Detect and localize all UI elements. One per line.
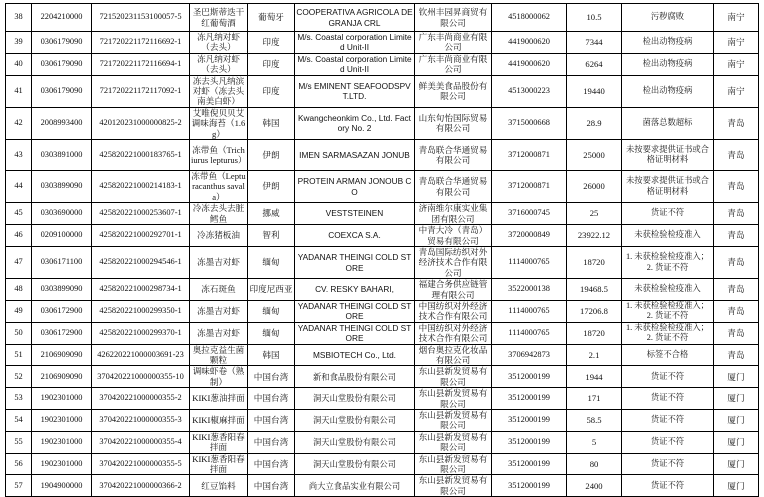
exporter-name: CV. RESKY BAHARI, — [295, 279, 415, 301]
declaration-number: 370420221000000355-3 — [92, 410, 190, 432]
origin-country: 中国台湾 — [248, 410, 295, 432]
table-row — [6, 431, 759, 453]
importer-name: 青岛联合华通贸易有限公司 — [415, 171, 492, 203]
hs-code: 0306172900 — [32, 322, 92, 344]
hs-code: 0303690000 — [32, 203, 92, 225]
weight-kg: 26000 — [567, 171, 622, 203]
rejection-reason: 菌落总数超标 — [622, 107, 714, 139]
table-row — [6, 246, 759, 278]
document-page — [5, 3, 759, 497]
importer-name: 中国纺织对外经济技术合作有限公司 — [415, 322, 492, 344]
product-name: 冻墨吉对虾 — [190, 322, 248, 344]
rejection-reason: 货证不符 — [622, 388, 714, 410]
exporter-name: M/s. Coastal corporation Limited Unit-II — [295, 53, 415, 75]
declaration-number: 425820221000214183-1 — [92, 171, 190, 203]
hs-code: 1902301000 — [32, 388, 92, 410]
declaration-number: 370420221000000355-4 — [92, 431, 190, 453]
rejection-reason: 未按要求提供证书或合格证明材料 — [622, 140, 714, 171]
product-name: 冻带鱼（Lepturacanthus savala） — [191, 171, 246, 202]
exporter-name: 新和食品股份有限公司 — [295, 366, 415, 388]
importer-name: 东山县新发贸易有限公司 — [415, 475, 492, 497]
table-row — [6, 279, 759, 301]
origin-country: 印度 — [248, 53, 295, 75]
declaration-number: 370420221000000355-10 — [92, 366, 190, 388]
importer-name: 青岛国际纺织对外经济技术合作有限公司 — [415, 246, 492, 278]
declaration-number: 370420221000000355-2 — [92, 388, 190, 410]
importer-registration: 1114000765 — [492, 322, 567, 344]
origin-country: 中国台湾 — [248, 366, 295, 388]
origin-country: 韩国 — [248, 344, 295, 366]
table-row — [6, 225, 759, 247]
declaration-number: 425820221000183765-1 — [92, 140, 190, 171]
weight-kg: 7344 — [567, 32, 622, 54]
rejection-reason: 未获检验检疫准入 — [622, 225, 714, 247]
table-row — [6, 366, 759, 388]
declaration-number: 425820221000298734-1 — [92, 279, 190, 301]
table-row — [6, 4, 759, 32]
table-row — [6, 75, 759, 107]
table-row — [6, 53, 759, 75]
port-name: 南宁 — [714, 32, 759, 54]
declaration-number: 425820221000292701-1 — [92, 225, 190, 247]
port-name: 青岛 — [714, 203, 759, 225]
exporter-name: MSBIOTECH Co., Ltd. — [295, 344, 415, 366]
port-name: 青岛 — [714, 322, 759, 344]
product-name: 冷冻去头去脏鳕鱼 — [190, 203, 248, 225]
product-name: 冻凡纳对虾（去头） — [190, 32, 248, 54]
row-number: 44 — [6, 171, 32, 203]
row-number: 43 — [6, 140, 32, 171]
importer-name: 鲜美美食品股份有限公司 — [415, 75, 492, 107]
origin-country: 中国台湾 — [248, 431, 295, 453]
declaration-number: 425820221000294546-1 — [92, 246, 190, 278]
hs-code: 1902301000 — [32, 453, 92, 475]
exporter-name: 洞天山堂股份有限公司 — [295, 453, 415, 475]
weight-kg: 58.5 — [567, 410, 622, 432]
exporter-name: YADANAR THEINGI COLD STORE — [295, 300, 415, 322]
weight-kg: 25 — [567, 203, 622, 225]
port-name: 南宁 — [714, 53, 759, 75]
origin-country: 智利 — [248, 225, 295, 247]
hs-code: 0306172900 — [32, 300, 92, 322]
hs-code: 2106909090 — [32, 344, 92, 366]
weight-kg: 6264 — [567, 53, 622, 75]
origin-country: 缅甸 — [248, 300, 295, 322]
exporter-name: M/s. Coastal corporation Limited Unit-II — [295, 32, 415, 54]
importer-registration: 3720000849 — [492, 225, 567, 247]
importer-registration: 3512000199 — [492, 475, 567, 497]
declaration-number: 425820221000299370-1 — [92, 322, 190, 344]
rejection-reason: 检出动物疫病 — [622, 75, 714, 107]
port-name: 厦门 — [714, 410, 759, 432]
product-name: 冻墨吉对虾 — [190, 246, 248, 278]
origin-country: 印度 — [248, 75, 295, 107]
importer-registration: 3512000199 — [492, 366, 567, 388]
importer-name: 东山县新发贸易有限公司 — [415, 453, 492, 475]
exporter-name: PROTEIN ARMAN JONOUB CO — [295, 171, 415, 203]
importer-name: 福建合务供应链管理有限公司 — [415, 279, 492, 301]
table-row — [6, 344, 759, 366]
row-number: 41 — [6, 75, 32, 107]
weight-kg: 1944 — [567, 366, 622, 388]
row-number: 38 — [6, 4, 32, 32]
hs-code: 0306179090 — [32, 75, 92, 107]
port-name: 青岛 — [714, 279, 759, 301]
importer-registration: 4513000223 — [492, 75, 567, 107]
port-name: 厦门 — [714, 388, 759, 410]
origin-country: 伊朗 — [248, 171, 295, 203]
hs-code: 0303899090 — [32, 171, 92, 203]
row-number: 46 — [6, 225, 32, 247]
row-number: 49 — [6, 300, 32, 322]
exporter-name: 洞天山堂股份有限公司 — [295, 431, 415, 453]
importer-name: 山东旬怡国际贸易有限公司 — [415, 107, 492, 139]
importer-name: 烟台奥拉克化妆品有限公司 — [415, 344, 492, 366]
origin-country: 中国台湾 — [248, 388, 295, 410]
declaration-number: 370420221000000355-5 — [92, 453, 190, 475]
rejection-reason: 货证不符 — [622, 366, 714, 388]
table-row — [6, 322, 759, 344]
importer-registration: 4419000620 — [492, 32, 567, 54]
row-number: 55 — [6, 431, 32, 453]
declaration-number: 721520231153100057-5 — [92, 4, 190, 32]
origin-country: 挪威 — [248, 203, 295, 225]
weight-kg: 18720 — [567, 322, 622, 344]
importer-name: 钦州丰园昇商贸有限公司 — [415, 4, 492, 32]
product-name: KIKI葱香阳春拌面 — [190, 453, 248, 475]
origin-country: 印度尼西亚 — [248, 279, 295, 301]
exporter-name: 尚大立食品实业有限公司 — [295, 475, 415, 497]
rejection-reason: 检出动物疫病 — [622, 53, 714, 75]
importer-registration: 1114000765 — [492, 300, 567, 322]
origin-country: 缅甸 — [248, 322, 295, 344]
port-name: 厦门 — [714, 453, 759, 475]
exporter-name: 洞天山堂股份有限公司 — [295, 410, 415, 432]
weight-kg: 25000 — [567, 140, 622, 171]
port-name: 南宁 — [714, 75, 759, 107]
exporter-name: VESTSTEINEN — [295, 203, 415, 225]
hs-code: 1904900000 — [32, 475, 92, 497]
hs-code: 0303891000 — [32, 140, 92, 171]
product-name: 冻带鱼（Trichiurus lepturus） — [190, 140, 248, 171]
rejection-reason: 污秽腐败 — [622, 4, 714, 32]
importer-registration: 3706942873 — [492, 344, 567, 366]
table-row — [6, 32, 759, 54]
product-name: 调味虾卷（熟制） — [190, 366, 248, 388]
importer-name: 广东丰尚商业有限公司 — [415, 32, 492, 54]
weight-kg: 19440 — [567, 75, 622, 107]
hs-code: 2008993400 — [32, 107, 92, 139]
table-row — [6, 140, 759, 171]
rejection-reason: 未按要求提供证书或合格证明材料 — [622, 171, 714, 203]
importer-registration: 1114000765 — [492, 246, 567, 278]
declaration-number: 721720221172116694-1 — [92, 53, 190, 75]
hs-code: 0306179090 — [32, 53, 92, 75]
port-name: 厦门 — [714, 431, 759, 453]
port-name: 青岛 — [714, 246, 759, 278]
origin-country: 缅甸 — [248, 246, 295, 278]
product-name: KIKI葱香阳春拌面 — [190, 431, 248, 453]
row-number: 52 — [6, 366, 32, 388]
origin-country: 韩国 — [248, 107, 295, 139]
rejected-imports-table — [5, 3, 759, 497]
exporter-name: YADANAR THEINGI COLD STORE — [295, 246, 415, 278]
weight-kg: 2.1 — [567, 344, 622, 366]
row-number: 54 — [6, 410, 32, 432]
rejection-reason: 1. 未获检验检疫准入；2. 货证不符 — [622, 322, 714, 344]
table-row — [6, 388, 759, 410]
rejection-reason: 货证不符 — [622, 453, 714, 475]
origin-country: 中国台湾 — [248, 475, 295, 497]
product-name: KIKI椒麻拌面 — [190, 410, 248, 432]
rejection-reason: 1. 未获检验检疫准入；2. 货证不符 — [622, 300, 714, 322]
row-number: 57 — [6, 475, 32, 497]
importer-registration: 3512000199 — [492, 431, 567, 453]
exporter-name: YADANAR THEINGI COLD STORE — [295, 322, 415, 344]
importer-registration: 4518000062 — [492, 4, 567, 32]
row-number: 56 — [6, 453, 32, 475]
hs-code: 0209100000 — [32, 225, 92, 247]
row-number: 45 — [6, 203, 32, 225]
importer-name: 东山县新发贸易有限公司 — [415, 366, 492, 388]
table-row — [6, 203, 759, 225]
product-name: 冻凡纳对虾（去头） — [190, 53, 248, 75]
hs-code: 1902301000 — [32, 410, 92, 432]
importer-registration: 3712000871 — [492, 171, 567, 203]
hs-code: 0306171100 — [32, 246, 92, 278]
weight-kg: 10.5 — [567, 4, 622, 32]
importer-name: 东山县新发贸易有限公司 — [415, 410, 492, 432]
product-name: 红豆馅料 — [190, 475, 248, 497]
product-name: KIKI葱油拌面 — [190, 388, 248, 410]
exporter-name: IMEN SARMASAZAN JONUB — [295, 140, 415, 171]
hs-code: 0306179090 — [32, 32, 92, 54]
hs-code: 1902301000 — [32, 431, 92, 453]
importer-name: 中青大冷（青岛）贸易有限公司 — [415, 225, 492, 247]
rejection-reason: 货证不符 — [622, 203, 714, 225]
port-name: 青岛 — [714, 225, 759, 247]
weight-kg: 23922.12 — [567, 225, 622, 247]
port-name: 厦门 — [714, 475, 759, 497]
importer-registration: 3512000199 — [492, 410, 567, 432]
importer-registration: 3522000138 — [492, 279, 567, 301]
port-name: 青岛 — [714, 300, 759, 322]
rejection-reason: 货证不符 — [622, 475, 714, 497]
row-number: 39 — [6, 32, 32, 54]
table-row — [6, 171, 759, 203]
origin-country: 中国台湾 — [248, 453, 295, 475]
rejection-reason: 1. 未获检验检疫准入；2. 货证不符 — [622, 246, 714, 278]
declaration-number: 426220221000003691-23 — [92, 344, 190, 366]
weight-kg: 5 — [567, 431, 622, 453]
importer-registration: 3712000871 — [492, 140, 567, 171]
weight-kg: 171 — [567, 388, 622, 410]
row-number: 40 — [6, 53, 32, 75]
importer-registration: 3716000745 — [492, 203, 567, 225]
weight-kg: 28.9 — [567, 107, 622, 139]
declaration-number: 721720221172117092-1 — [92, 75, 190, 107]
weight-kg: 2400 — [567, 475, 622, 497]
rejection-reason: 货证不符 — [622, 431, 714, 453]
product-name: 艾唯倪贝贝艾调味海苔（1.6g） — [190, 107, 248, 139]
declaration-number: 721720221172116692-1 — [92, 32, 190, 54]
importer-name: 中国纺织对外经济技术合作有限公司 — [415, 300, 492, 322]
row-number: 48 — [6, 279, 32, 301]
importer-name: 东山县新发贸易有限公司 — [415, 431, 492, 453]
origin-country: 葡萄牙 — [248, 4, 295, 32]
rejection-reason: 未获检验检疫准入 — [622, 279, 714, 301]
port-name: 南宁 — [714, 4, 759, 32]
weight-kg: 17206.8 — [567, 300, 622, 322]
declaration-number: 425820221000253607-1 — [92, 203, 190, 225]
port-name: 厦门 — [714, 366, 759, 388]
port-name: 青岛 — [714, 344, 759, 366]
declaration-number: 425820221000299350-1 — [92, 300, 190, 322]
importer-registration: 4419000620 — [492, 53, 567, 75]
hs-code: 2106909090 — [32, 366, 92, 388]
hs-code: 2204210000 — [32, 4, 92, 32]
importer-registration: 3512000199 — [492, 388, 567, 410]
importer-name: 东山县新发贸易有限公司 — [415, 388, 492, 410]
port-name: 青岛 — [714, 171, 759, 203]
rejection-reason: 检出动物疫病 — [622, 32, 714, 54]
table-row — [6, 410, 759, 432]
rejection-reason: 标签不合格 — [622, 344, 714, 366]
exporter-name: COOPERATIVA AGRICOLA DE GRANJA CRL — [295, 4, 415, 32]
weight-kg: 80 — [567, 453, 622, 475]
origin-country: 印度 — [248, 32, 295, 54]
importer-registration: 3715000668 — [492, 107, 567, 139]
port-name: 青岛 — [714, 107, 759, 139]
importer-name: 青岛联合华通贸易有限公司 — [415, 140, 492, 171]
table-row — [6, 300, 759, 322]
weight-kg: 19468.5 — [567, 279, 622, 301]
origin-country: 伊朗 — [248, 140, 295, 171]
declaration-number: 370420221000000366-2 — [92, 475, 190, 497]
hs-code: 0303899090 — [32, 279, 92, 301]
product-name: 冻墨吉对虾 — [190, 300, 248, 322]
exporter-name: COEXCA S.A. — [295, 225, 415, 247]
table-row — [6, 453, 759, 475]
importer-name: 广东丰尚商业有限公司 — [415, 53, 492, 75]
product-name: 圣巴斯蒂迭干红葡萄酒 — [190, 4, 248, 32]
importer-registration: 3512000199 — [492, 453, 567, 475]
table-body — [6, 4, 759, 497]
declaration-number: 420120231000000825-2 — [92, 107, 190, 139]
row-number: 53 — [6, 388, 32, 410]
importer-name: 济南维尔康实业集团有限公司 — [415, 203, 492, 225]
rejection-reason: 货证不符 — [622, 410, 714, 432]
product-name: 冷冻猪板油 — [190, 225, 248, 247]
product-name: 冻去头凡纳滨对虾（冻去头南美白虾） — [190, 75, 248, 107]
exporter-name: 洞天山堂股份有限公司 — [295, 388, 415, 410]
row-number: 42 — [6, 107, 32, 139]
exporter-name: Kwangcheonkim Co., Ltd. Factory No. 2 — [295, 107, 415, 139]
exporter-name: M/s EMINENT SEAFOODSPVT.LTD. — [295, 75, 415, 107]
port-name: 青岛 — [714, 140, 759, 171]
product-name: 冻石斑鱼 — [190, 279, 248, 301]
row-number: 47 — [6, 246, 32, 278]
table-row — [6, 107, 759, 139]
weight-kg: 18720 — [567, 246, 622, 278]
product-name: 奥拉克益生菌颗粒 — [190, 344, 248, 366]
row-number: 50 — [6, 322, 32, 344]
row-number: 51 — [6, 344, 32, 366]
